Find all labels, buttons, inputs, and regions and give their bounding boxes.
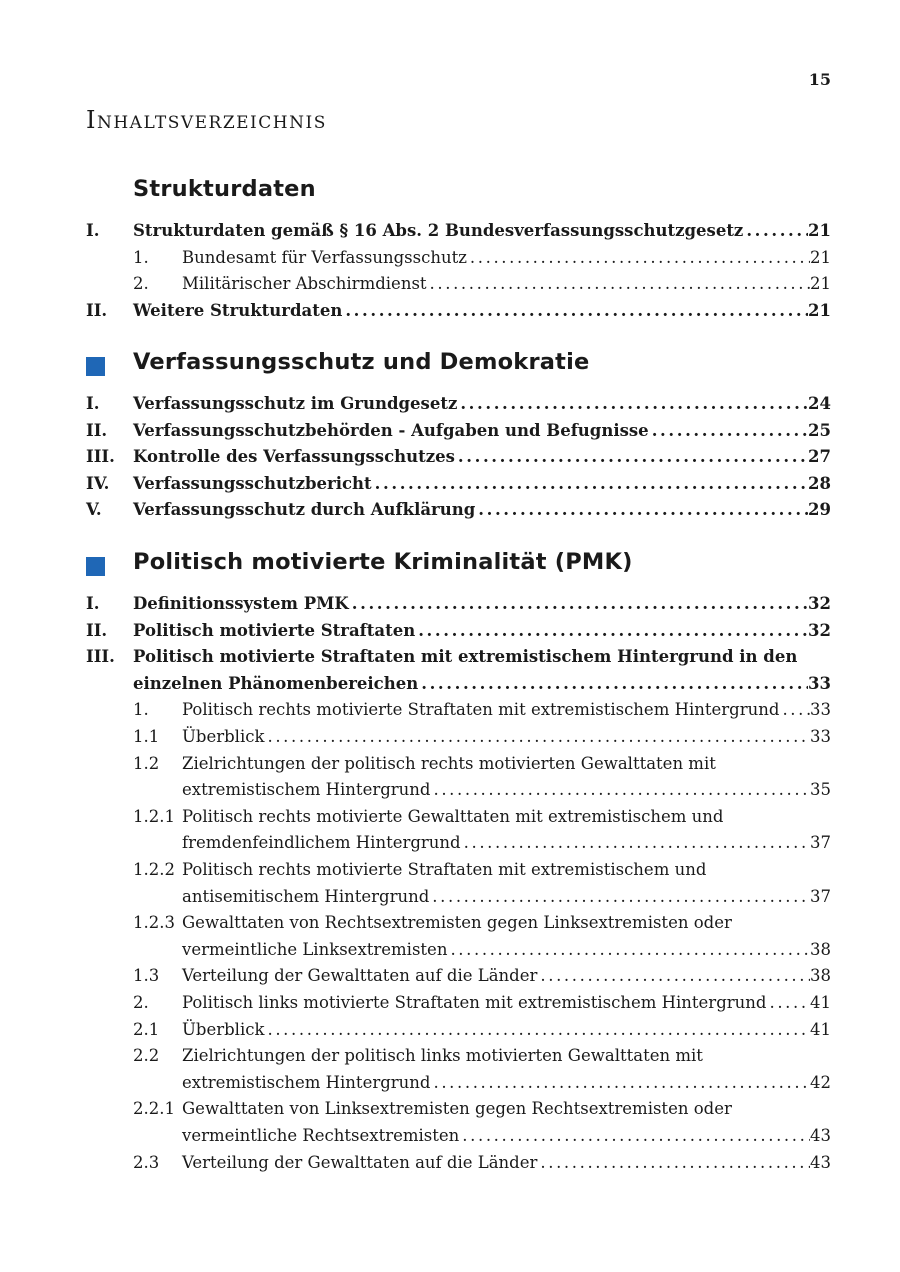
toc-entry-title: Politisch rechts motivierte Straftaten mit extremistischem Hintergrund [182,700,780,720]
toc-entry[interactable] [0,644,900,671]
toc-entry-number: 1.2.1 [133,806,175,826]
toc-entry-page: 38 [810,939,831,959]
toc-entry-page: 27 [808,447,831,467]
toc-entry-title-cont: extremistischem Hintergrund [182,780,431,800]
toc-entry-title: Zielrichtungen der politisch links motivierten Gewalttaten mit [182,1046,703,1066]
toc-entry-number: 1.2.3 [133,913,175,933]
toc-entry-page: 37 [810,886,831,906]
toc-entry-page: 41 [810,993,831,1012]
toc-entry-title: Politisch motivierte Straftaten mit extremistischem Hintergrund in den [133,647,798,667]
toc-entry-title: Verteilung der Gewalttaten auf die Länder [182,966,538,986]
toc-entry-title: Überblick [182,727,265,746]
toc-entry-page: 32 [808,620,831,640]
dot-leader [264,1017,810,1044]
toc-entry-number: 2. [133,274,149,294]
toc-entry-page: 42 [810,1072,831,1092]
section-title: Strukturdaten [133,176,316,202]
toc-entry[interactable] [0,910,900,937]
toc-entry-title: Überblick [182,1019,265,1039]
toc-entry-title: Zielrichtungen der politisch rechts motivierten Gewalttaten mit [182,753,716,773]
dot-leader [649,418,808,445]
toc-entry[interactable] [0,963,900,990]
toc-entry-page: 33 [810,700,831,720]
toc-entry[interactable] [0,471,900,498]
toc-entry-line [133,391,831,418]
toc-entry[interactable] [0,418,900,445]
toc-entry-number: III. [86,447,115,467]
toc-entry-continuation[interactable] [0,884,900,911]
dot-leader [429,884,810,911]
section-title: Politisch motivierte Kriminalität (PMK) [133,549,633,575]
section-marker [86,557,105,576]
toc-entry-title: Politisch links motivierte Straftaten mit extremistischem Hintergrund [182,993,767,1012]
toc-entry-title-cont: extremistischem Hintergrund [182,1072,431,1092]
dot-leader [766,990,810,1017]
toc-entry[interactable] [0,804,900,831]
toc-entry-title: Bundesamt für Verfassungsschutz [182,247,467,267]
toc-entry[interactable] [0,218,900,245]
toc-entry-number: II. [86,620,108,640]
toc-entry-title: Politisch rechts motivierte Straftaten mit extremistischem und [182,860,707,879]
toc-entry[interactable] [0,1043,900,1070]
toc-entry-line [182,1017,831,1044]
toc-entry-continuation[interactable] [0,1123,900,1150]
toc-entry[interactable] [0,751,900,778]
toc-entry-number: I. [86,221,100,240]
toc-entry-number: III. [86,647,115,667]
toc-entry-title: Verfassungsschutzbehörden - Aufgaben und Befugnisse [133,420,649,440]
toc-entry[interactable] [0,391,900,418]
dot-leader [457,391,808,418]
toc-entry-line [133,418,831,445]
toc-entry[interactable] [0,497,900,524]
toc-entry-title: Strukturdaten gemäß § 16 Abs. 2 Bundesverfassungsschutzgesetz [133,221,744,240]
dot-leader [459,1123,810,1150]
toc-entry-title-cont: fremdenfeindlichem Hintergrund [182,833,461,853]
toc-entry-page: 32 [808,594,831,613]
dot-leader [743,218,808,245]
toc-entry-page: 37 [810,833,831,853]
toc-entry-number: 2.1 [133,1019,160,1039]
toc-entry-page: 43 [810,1152,831,1172]
toc-entry-line [182,830,831,857]
toc-entry-page: 33 [808,673,831,693]
toc-entry-line [182,990,831,1017]
section-title: Verfassungsschutz und Demokratie [133,349,590,375]
dot-leader [415,618,808,645]
toc-entry-line [133,671,831,698]
section-marker [86,357,105,376]
toc-entry-continuation[interactable] [0,937,900,964]
toc-entry[interactable] [0,857,900,884]
toc-entry-line [182,697,831,724]
dot-leader [537,963,810,990]
dot-leader [430,777,810,804]
toc-entry-title-cont: einzelnen Phänomenbereichen [133,673,419,693]
toc-entry-page: 21 [808,221,831,240]
toc-entry-number: 1.1 [133,727,160,746]
toc-entry-title: Verfassungsschutz durch Aufklärung [133,500,476,520]
toc-entry-line [182,1123,831,1150]
page-number: 15 [808,70,831,89]
toc-entry-line [182,884,831,911]
toc-entry-line [133,471,831,498]
toc-entry-title: Kontrolle des Verfassungsschutzes [133,447,455,467]
dot-leader [467,245,810,272]
toc-entry-page: 29 [808,500,831,520]
toc-entry[interactable] [0,444,900,471]
toc-entry-line [182,937,831,964]
toc-entry-line [133,444,831,471]
toc-entry-title: Definitionssystem PMK [133,594,349,613]
toc-entry-number: 1.2 [133,753,160,773]
toc-title: Inhaltsverzeichnis [86,106,327,134]
toc-entry[interactable] [0,697,900,724]
toc-entry-page: 21 [810,274,831,294]
dot-leader [455,444,808,471]
toc-entry-number: 2. [133,993,149,1012]
toc-entry-number: IV. [86,473,110,493]
toc-entry-title: Politisch motivierte Straftaten [133,620,416,640]
toc-entry-page: 38 [810,966,831,986]
toc-entry-number: 2.3 [133,1152,160,1172]
toc-entry[interactable] [0,1017,900,1044]
toc-entry-line [182,777,831,804]
toc-entry-title: Politisch rechts motivierte Gewalttaten mit extremistischem und [182,806,724,826]
toc-entry-page: 28 [808,473,831,493]
toc-entry[interactable] [0,271,900,298]
toc-entry-title: Gewalttaten von Rechtsextremisten gegen Linksextremisten oder [182,913,732,933]
toc-entry-line [133,218,831,245]
dot-leader [447,937,810,964]
toc-entry-title: Verteilung der Gewalttaten auf die Länder [182,1152,538,1172]
toc-entry-page: 35 [810,780,831,800]
toc-entry-continuation[interactable] [0,830,900,857]
toc-entry-line [182,963,831,990]
toc-entry-number: I. [86,594,100,613]
toc-entry-line [182,245,831,272]
toc-entry[interactable] [0,990,900,1017]
toc-entry-number: 2.2 [133,1046,160,1066]
toc-entry-line [133,618,831,645]
toc-entry-line [133,497,831,524]
toc-entry-page: 21 [808,300,831,320]
toc-entry-number: 1.2.2 [133,860,175,879]
toc-entry-title-cont: antisemitischem Hintergrund [182,886,430,906]
toc-entry-page: 25 [808,420,831,440]
toc-entry-page: 33 [810,727,831,746]
toc-entry-page: 41 [810,1019,831,1039]
toc-entry-number: II. [86,300,108,320]
toc-entry-number: I. [86,394,100,413]
toc-entry-title: Gewalttaten von Linksextremisten gegen Rechtsextremisten oder [182,1099,732,1119]
toc-entry-title: Verfassungsschutzbericht [133,473,372,493]
toc-entry-page: 43 [810,1126,831,1145]
toc-entry[interactable] [0,1150,900,1177]
dot-leader [475,497,808,524]
toc-entry-number: 1. [133,247,149,267]
toc-entry-line [133,591,831,618]
toc-entry-title: Militärischer Abschirmdienst [182,274,427,294]
dot-leader [264,724,810,751]
toc-entry-title-cont: vermeintliche Rechtsextremisten [182,1126,460,1145]
toc-entry-title: Verfassungsschutz im Grundgesetz [133,394,458,413]
dot-leader [427,271,810,298]
toc-entry-line [133,298,831,325]
toc-entry-title-cont: vermeintliche Linksextremisten [182,939,448,959]
dot-leader [430,1070,810,1097]
dot-leader [372,471,808,498]
toc-entry-line [182,1070,831,1097]
toc-entry-number: 1. [133,700,149,720]
toc-entry[interactable] [0,618,900,645]
toc-entry-number: 1.3 [133,966,160,986]
toc-entry-continuation[interactable] [0,777,900,804]
toc-entry[interactable] [0,1096,900,1123]
toc-entry[interactable] [0,591,900,618]
dot-leader [461,830,810,857]
toc-entry-number: 2.2.1 [133,1099,175,1119]
toc-entry-continuation[interactable] [0,671,900,698]
toc-entry[interactable] [0,298,900,325]
dot-leader [349,591,808,618]
toc-entry-page: 24 [808,394,831,413]
toc-entry-line [182,271,831,298]
toc-entry-number: V. [86,500,102,520]
dot-leader [537,1150,810,1177]
dot-leader [342,298,808,325]
toc-entry-page: 21 [810,247,831,267]
toc-entry[interactable] [0,724,900,751]
toc-entry[interactable] [0,245,900,272]
toc-entry-number: II. [86,420,108,440]
toc-entry-line [182,1150,831,1177]
dot-leader [418,671,808,698]
toc-entry-continuation[interactable] [0,1070,900,1097]
toc-entry-line [182,724,831,751]
dot-leader [779,697,810,724]
toc-entry-title: Weitere Strukturdaten [133,300,343,320]
